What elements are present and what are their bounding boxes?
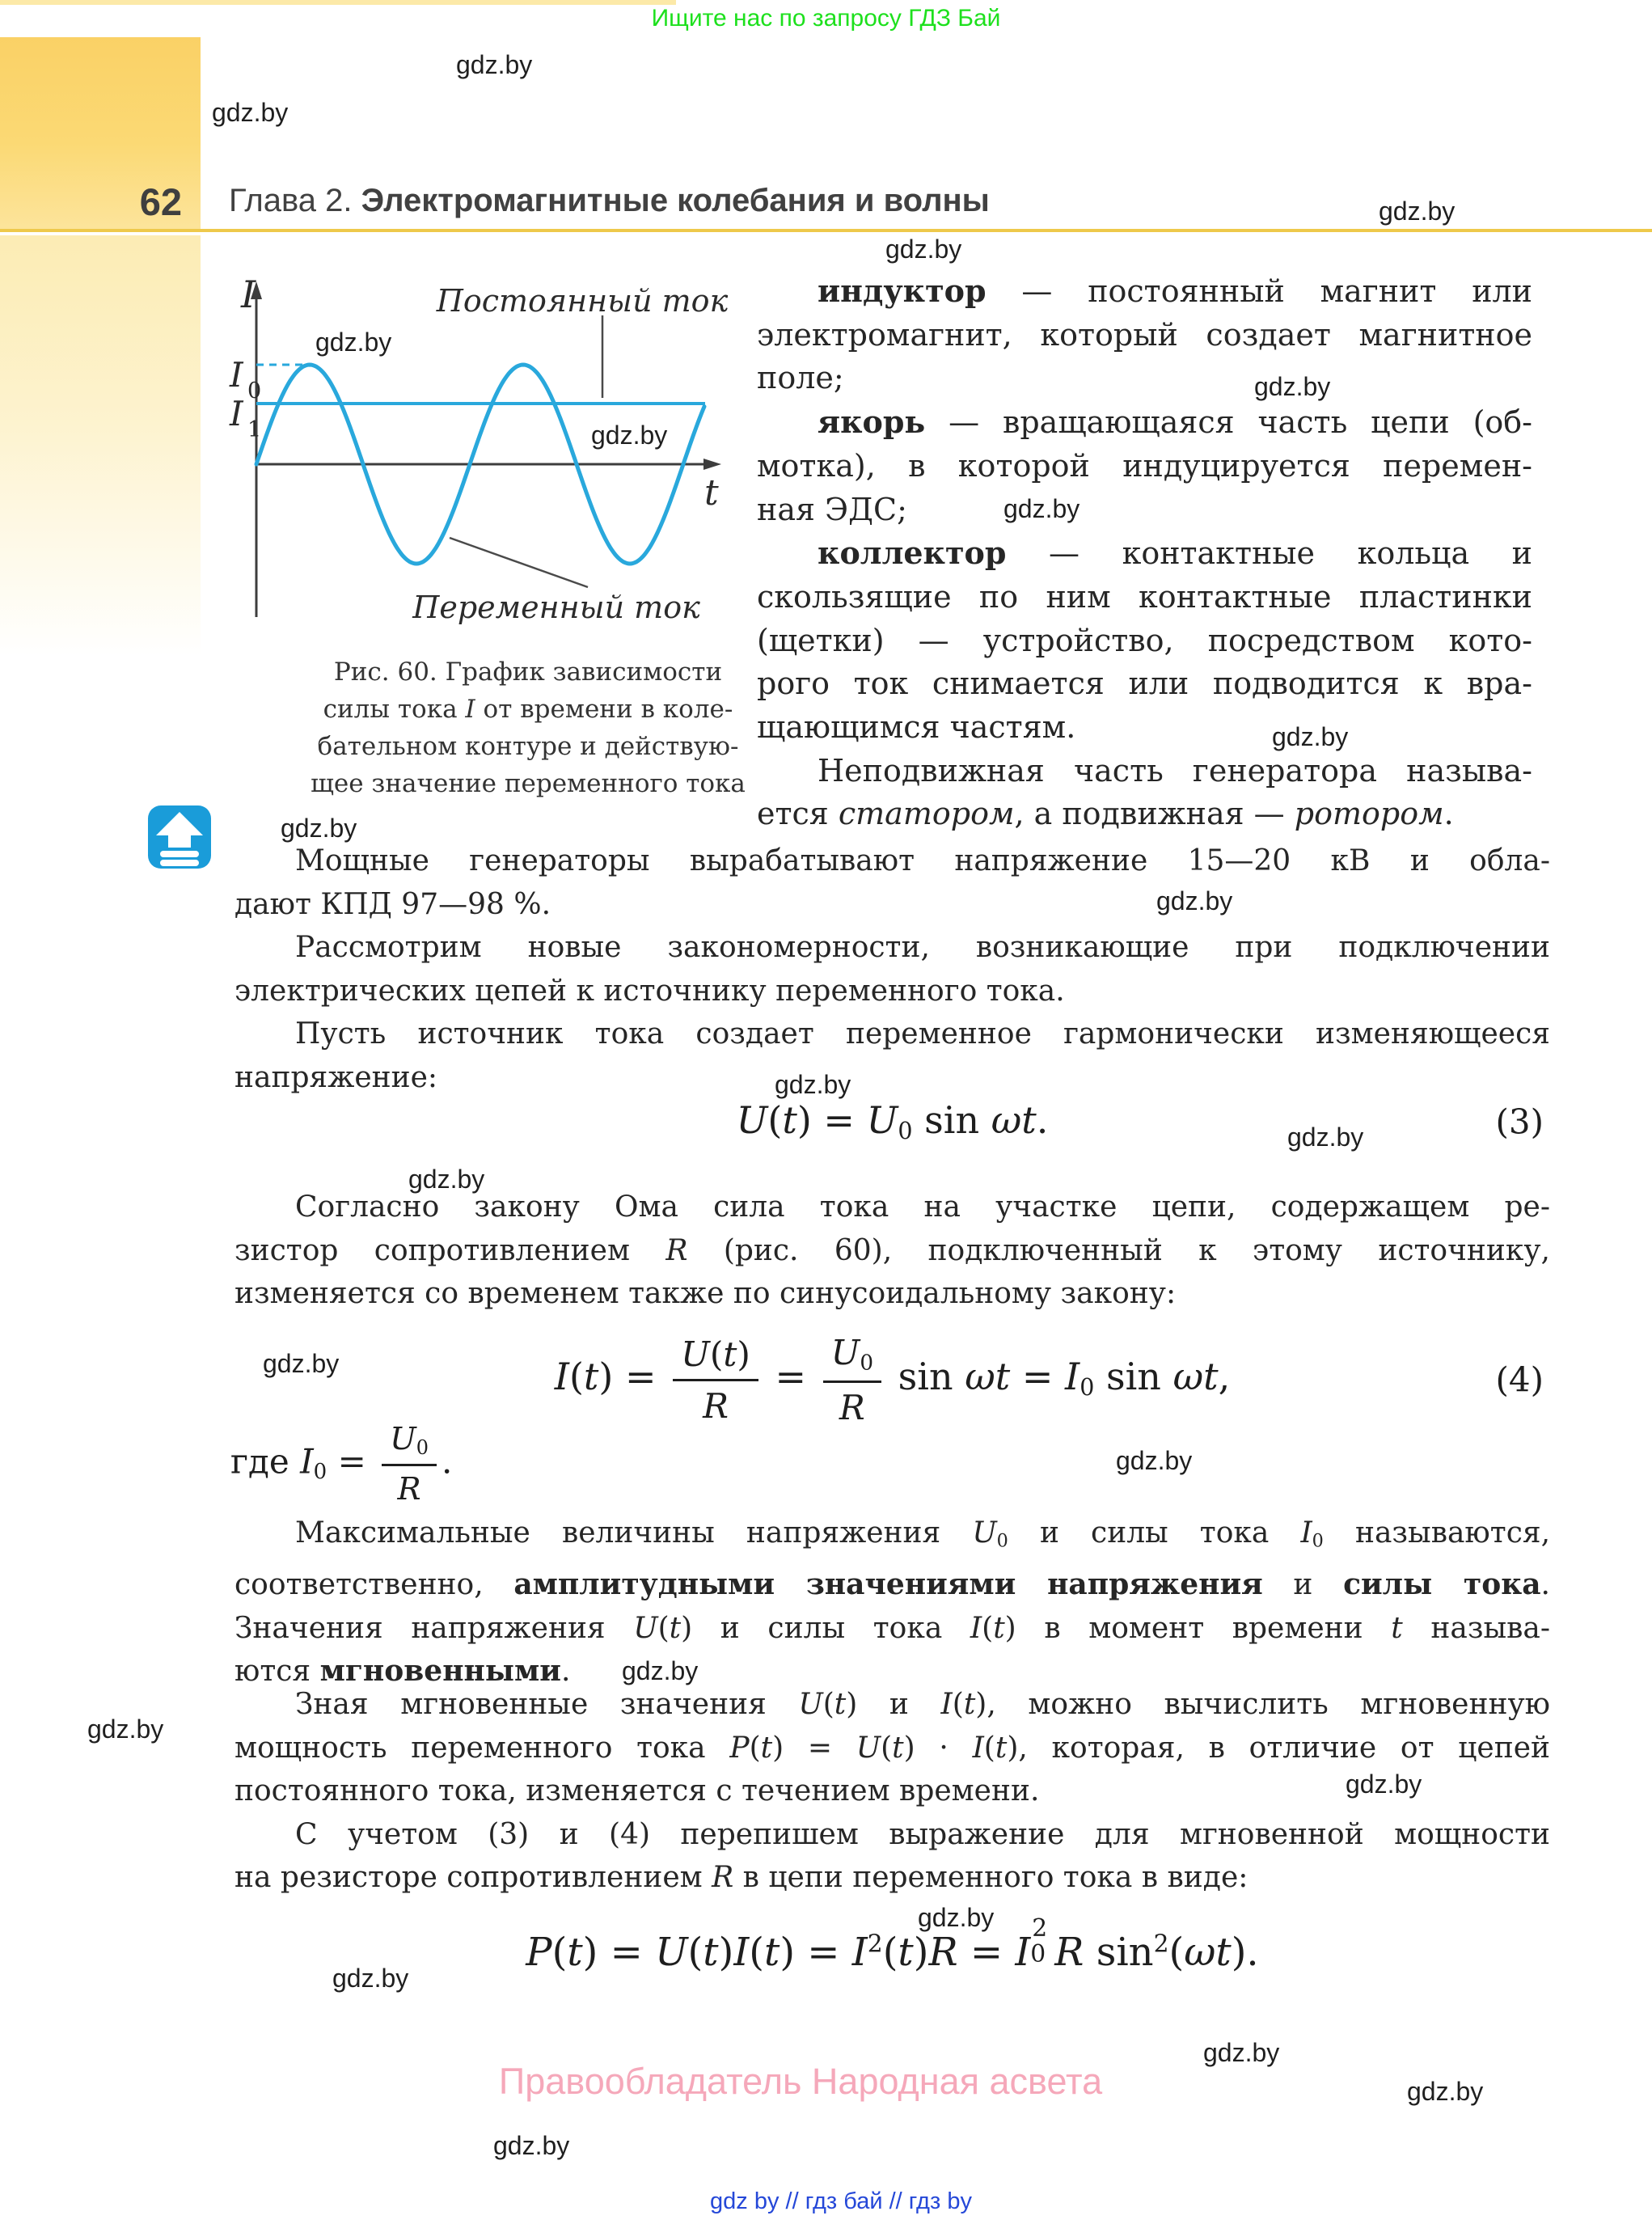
text-line: щее значение переменного тока — [311, 769, 746, 798]
body-paragraphs-4 — [234, 1683, 1550, 1900]
text-line: Рис. 60. График зависимости — [333, 657, 723, 687]
peak-current-sub: 0 — [247, 378, 262, 404]
text-line: ется статором, а подвижная — ротором. — [757, 796, 1454, 832]
gdz-watermark: gdz.by — [1254, 372, 1331, 401]
text-line: Рассмотрим новые закономерности, возникающие при подключении — [295, 931, 1550, 965]
gdz-watermark: gdz.by — [456, 50, 533, 79]
text-line: Согласно закону Ома сила тока на участке цепи, содержащем ре- — [295, 1190, 1550, 1224]
gdz-watermark: gdz.by — [87, 1715, 164, 1744]
text-line: щающимся частям. — [757, 709, 1076, 746]
text-line: Значения напряжения U(t) и силы тока I(t) в момент времени t называ- — [234, 1611, 1551, 1645]
text-line: напряжение: — [234, 1060, 438, 1094]
text-line: Зная мгновенные значения U(t) и I(t), можно вычислить мгновенную — [295, 1688, 1550, 1721]
rms-current-sub: 1 — [247, 417, 262, 442]
alternating-pointer-line — [450, 538, 588, 587]
gdz-watermark: gdz.by — [1379, 197, 1456, 226]
formula-3 — [234, 1098, 1550, 1144]
copyright-notice: Правообладатель Народная асвета — [498, 2061, 1103, 2102]
formula-3-expression: U(t) = U0 sin ωt. — [736, 1098, 1049, 1145]
text-line: соответственно, амплитудными значениями напряжения и силы тока. — [234, 1567, 1550, 1602]
text-line: Пусть источник тока создает переменное гармонически изменяющееся — [295, 1017, 1550, 1051]
footer-links[interactable]: gdz by // гдз бай // гдз by — [710, 2188, 972, 2214]
text-line: Неподвижная часть генератора называ- — [818, 752, 1532, 789]
text-line: мощность переменного тока P(t) = U(t) · I(t), которая, в отличие от цепей — [234, 1731, 1550, 1765]
gdz-watermark: gdz.by — [1116, 1446, 1193, 1475]
text-line: мотка), в которой индуцируется перемен- — [757, 447, 1532, 484]
text-line: Мощные генераторы вырабатывают напряжение 15—20 кВ и обла- — [295, 844, 1550, 877]
gdz-watermark: gdz.by — [1287, 1123, 1364, 1152]
formula-4 — [234, 1333, 1550, 1427]
gdz-watermark: gdz.by — [1003, 494, 1080, 523]
gdz-watermark: gdz.by — [591, 421, 668, 450]
formula-power-expression: $P(t) = U(t)I(t) = I^2(t)R = I$ 2 0 R $\sin^2(\omega t)$. — [526, 1914, 1259, 1975]
gdz-watermark: gdz.by — [212, 98, 289, 127]
gdz-watermark: gdz.by — [281, 814, 357, 843]
body-paragraphs-3 — [234, 1512, 1550, 1693]
page-number: 62 — [139, 180, 182, 223]
peak-current-label: I — [230, 355, 243, 395]
gdz-watermark: gdz.by — [263, 1349, 340, 1378]
gdz-watermark: gdz.by — [885, 235, 962, 264]
gdz-watermark: gdz.by — [332, 1964, 409, 1993]
equation-number-4: (4) — [1495, 1359, 1544, 1400]
gdz-watermark: gdz.by — [1346, 1769, 1422, 1799]
gdz-watermark: gdz.by — [315, 328, 392, 357]
right-column-text — [757, 269, 1532, 836]
header-rule — [0, 229, 1652, 232]
formula-where: где I0 = $\frac{U0}{R}$ . — [230, 1421, 453, 1507]
text-line: скользящие по ним контактные пластинки — [757, 578, 1532, 615]
text-line: ная ЭДС; — [757, 491, 907, 527]
gdz-watermark: gdz.by — [1203, 2038, 1280, 2067]
body-paragraphs-1 — [234, 839, 1550, 1100]
chapter-prefix: Глава 2. — [229, 183, 353, 218]
gdz-watermark: gdz.by — [1156, 886, 1233, 915]
promo-banner-text: Ищите нас по запросу ГДЗ Бай — [651, 5, 1001, 32]
text-line: Максимальные величины напряжения U0 и силы тока I0 называются, — [295, 1516, 1551, 1552]
y-axis-label: I — [241, 275, 256, 316]
formula-4-expression: I(t) = $\frac{U(t)}{R}$ = $\frac{U0}{R}$ sin ωt = I0 sin ωt, — [554, 1333, 1231, 1427]
rms-current-label: I — [230, 394, 243, 433]
gdz-watermark: gdz.by — [493, 2131, 570, 2160]
gdz-watermark: gdz.by — [918, 1903, 995, 1932]
text-line: ются мгновенными. — [234, 1654, 571, 1689]
chapter-heading — [229, 183, 990, 219]
up-arrow-icon[interactable] — [148, 805, 211, 869]
gdz-watermark: gdz.by — [775, 1070, 851, 1099]
text-line: С учетом (3) и (4) перепишем выражение для мгновенной мощности — [295, 1817, 1550, 1851]
gdz-watermark: gdz.by — [1272, 722, 1349, 751]
x-axis-arrow-icon — [703, 459, 721, 470]
text-line: рого ток снимается или подводится к вра- — [757, 666, 1532, 702]
text-line: силы тока I от времени в коле- — [323, 695, 733, 724]
text-line: поле; — [757, 360, 844, 396]
chapter-title: Электромагнитные колебания и волны — [361, 183, 990, 218]
text-line: электрических цепей к источнику переменного тока. — [234, 974, 1065, 1008]
text-line: бательном контуре и действую- — [317, 732, 739, 761]
alternating-current-caption: Переменный ток — [412, 590, 700, 625]
figure-caption — [302, 653, 754, 802]
sidebar-band-bottom — [0, 235, 201, 656]
text-line: изменяется со временем также по синусоидальному закону: — [234, 1277, 1177, 1311]
body-paragraphs-2 — [234, 1186, 1550, 1316]
text-line: постоянного тока, изменяется с течением времени. — [234, 1774, 1040, 1808]
gdz-watermark: gdz.by — [408, 1165, 485, 1194]
text-line: на резисторе сопротивлением R в цепи переменного тока в виде: — [234, 1861, 1249, 1895]
text-line: якорь — вращающаяся часть цепи (об- — [818, 404, 1532, 441]
text-line: индуктор — постоянный магнит или — [818, 273, 1532, 309]
x-axis-label: t — [704, 472, 719, 514]
text-line: (щетки) — устройство, посредством кото- — [757, 622, 1532, 658]
text-line: зистор сопротивлением R (рис. 60), подключенный к этому источнику, — [234, 1233, 1550, 1267]
gdz-watermark: gdz.by — [622, 1656, 699, 1685]
text-line: дают КПД 97—98 %. — [234, 887, 551, 921]
text-line: коллектор — контактные кольца и — [818, 535, 1532, 572]
gdz-watermark: gdz.by — [1407, 2077, 1484, 2106]
equation-number-3: (3) — [1495, 1101, 1544, 1142]
constant-current-caption: Постоянный ток — [436, 283, 728, 319]
text-line: электромагнит, который создает магнитное — [757, 316, 1532, 353]
